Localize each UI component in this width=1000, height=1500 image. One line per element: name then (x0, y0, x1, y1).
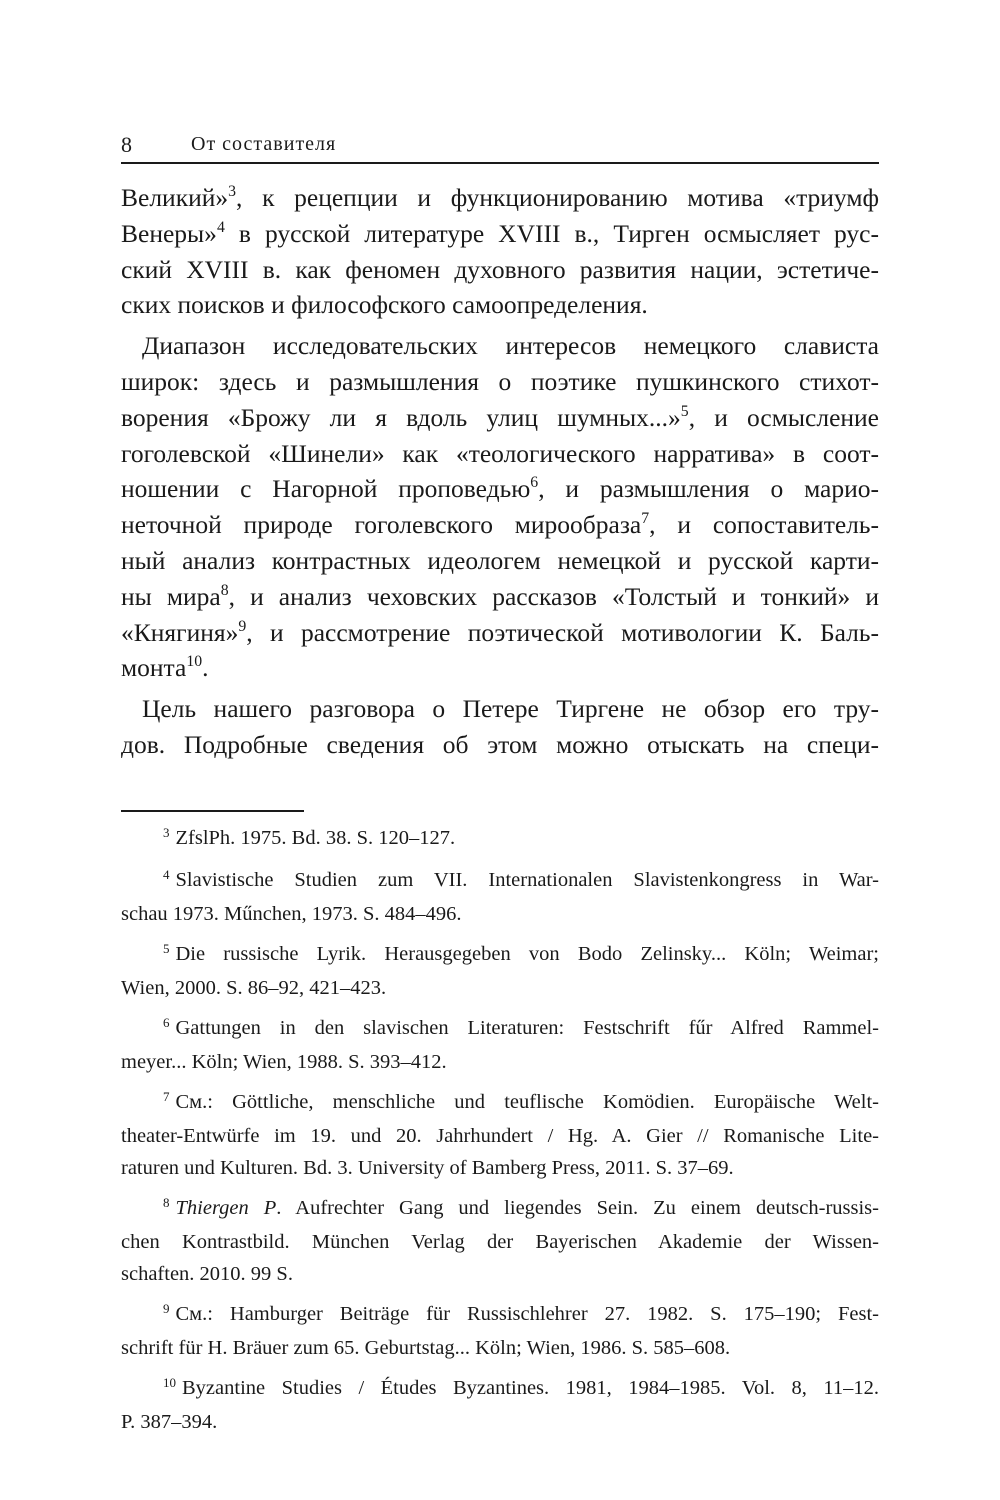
paragraph-1 (121, 180, 879, 323)
footnote-separator (121, 810, 304, 812)
running-head (121, 132, 879, 164)
footnote-ref: 7 (641, 510, 650, 528)
footnote-6: $^6$ Gattungen in den slavischen Literaturen: Festschrift fűr Alfred Rammel- meyer... Köln; Wien, 1988. S. 393–412. (121, 1015, 879, 1073)
footnote-ref: 5 (680, 402, 689, 420)
footnote-number: 10 (163, 1375, 176, 1390)
footnote-ref: 8 (220, 581, 229, 599)
text-line: Диапазон исследовательских интересов немецкого слависта (142, 331, 879, 361)
text-line: ношении с Нагорной проповедью$^6$, и размышления о марио- (121, 474, 879, 504)
footnote-ref: 10 (186, 653, 203, 671)
text-line: Цель нашего разговора о Петере Тиргене не обзор его тру- (142, 694, 879, 724)
paragraph-3 (121, 691, 879, 763)
page-number: 8 (121, 132, 133, 157)
footnote-8: $^8$ Thiergen P. Aufrechter Gang und liegendes Sein. Zu einem deutsch-russis- chen Kontrastbild. München Verlag der Bayerischen Akademie der Wissen- schaften. 2010. 99 S. (121, 1195, 879, 1285)
footnotes (121, 822, 879, 1438)
text-line: дов. Подробные сведения об этом можно отыскать на специ- (121, 729, 879, 759)
footnote-ref: 4 (216, 219, 225, 236)
text-line: ский XVIII в. как феномен духовного развития нации, эстетиче- (121, 254, 879, 284)
text-line: Великий»$^3$, к рецепции и функционированию мотива «триумф (121, 183, 879, 212)
author-name: Thiergen P (175, 1197, 277, 1219)
text-line: широк: здесь и размышления о поэтике пушкинского стихот- (121, 366, 879, 396)
footnote-3: $^3$ ZfslPh. 1975. Bd. 38. S. 120–127. (163, 825, 456, 849)
footnote-ref: 9 (238, 617, 247, 635)
footnote-number: 6 (163, 1015, 170, 1030)
text-line: Венеры»$^4$ в русской литературе XVIII в., Тирген осмысляет рус- (121, 218, 879, 248)
footnote-number: 4 (163, 867, 170, 882)
footnote-5: $^5$ Die russische Lyrik. Herausgegeben von Bodo Zelinsky... Köln; Weimar; Wien, 2000. S. 86–92, 421–423. (121, 941, 879, 999)
paragraph-2 (121, 328, 879, 686)
footnote-4: $^4$ Slavistische Studien zum VII. Internationalen Slavistenkongress in War- schau 1973. Műnchen, 1973. S. 484–496. (121, 867, 879, 925)
footnote-number: 3 (163, 825, 170, 840)
footnote-7: $^7$ См.: Göttliche, menschliche und teuflische Komödien. Europäische Welt- theater-Entwürfe im 19. und 20. Jahrhundert / Hg. A. Gier // Romanische Lite- raturen und Kulturen. Bd. 3. University of Bamberg Press, 2011. S. 37–69. (121, 1089, 879, 1179)
footnote-9: $^9$ См.: Hamburger Beiträge für Russischlehrer 27. 1982. S. 175–190; Fest- schrift für H. Bräuer zum 65. Geburtstag... Köln; Wien, 1986. S. 585–608. (121, 1301, 879, 1359)
text-line: неточной природе гоголевского мирообраза$^7$, и сопоставитель- (121, 510, 880, 540)
footnote-number: 7 (163, 1089, 170, 1104)
text-line: монта$^{10}$. (121, 653, 209, 683)
text-line: гоголевской «Шинели» как «теологического нарратива» в соот- (121, 438, 879, 468)
text-line: ворения «Брожу ли я вдоль улиц шумных...»$^5$, и осмысление (121, 402, 879, 432)
text-line: ный анализ контрастных идеологем немецкой и русской карти- (121, 545, 879, 575)
footnote-number: 9 (163, 1301, 170, 1316)
footnote-number: 5 (163, 941, 170, 956)
running-title: От составителя (191, 133, 337, 155)
text-line: ны мира$^8$, и анализ чеховских рассказов «Толстый и тонкий» и (121, 581, 879, 611)
footnote-10: $^{10}$ Byzantine Studies / Études Byzantines. 1981, 1984–1985. Vol. 8, 11–12. P. 387–394. (121, 1375, 879, 1433)
text-line: «Княгиня»$^9$, и рассмотрение поэтической мотивологии К. Баль- (121, 617, 879, 647)
footnote-ref: 6 (530, 474, 539, 492)
footnote-ref: 3 (228, 183, 237, 201)
main-text (121, 180, 879, 763)
footnote-number: 8 (163, 1195, 170, 1210)
text-line: ских поисков и философского самоопределения. (121, 290, 648, 320)
